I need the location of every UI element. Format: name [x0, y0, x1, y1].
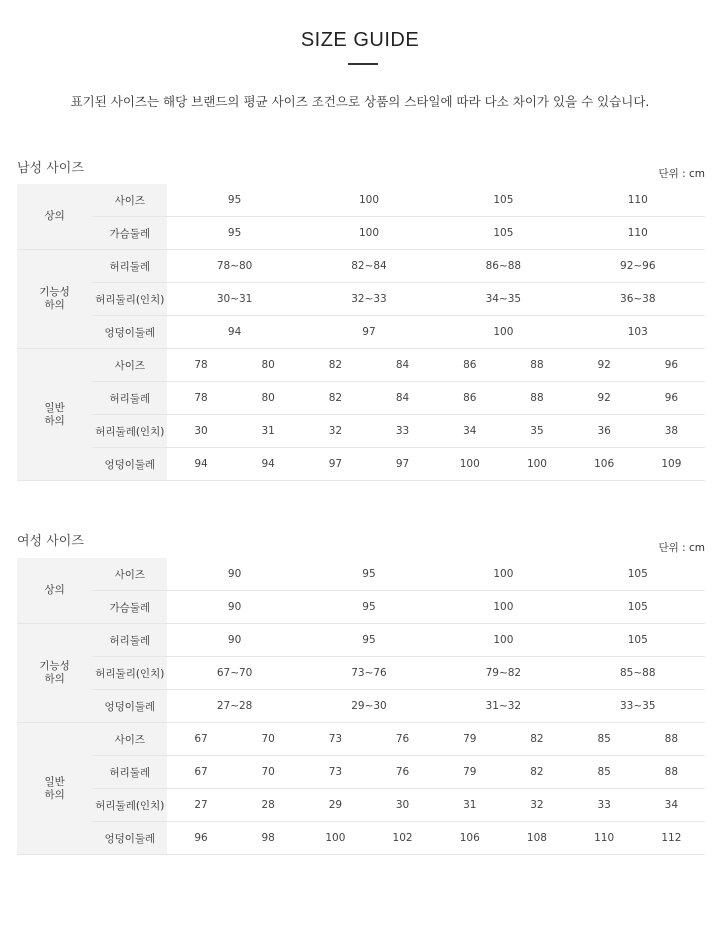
row-label: 사이즈: [92, 723, 167, 756]
table-row: [17, 624, 705, 657]
size-value-cell: 34~35: [436, 283, 570, 316]
size-value-cell: 33: [571, 789, 638, 822]
row-label: 엉덩이둘레: [92, 690, 167, 723]
size-value-cell: 82: [503, 756, 570, 789]
row-label: 허리둘레(인치): [92, 415, 167, 448]
table-row: [17, 415, 705, 448]
group-label-line: 하의: [44, 299, 65, 311]
size-value-cell: 29~30: [302, 690, 436, 723]
women-section-title: 여성 사이즈: [17, 534, 84, 549]
group-label-line: 일반: [44, 775, 65, 788]
row-label: 허리둘레: [92, 250, 167, 283]
group-label-line: 하의: [44, 673, 65, 685]
size-value-cell: 34: [638, 789, 705, 822]
row-label: 허리둘리(인치): [92, 283, 167, 316]
size-value-cell: 92: [571, 382, 638, 415]
size-value-cell: 97: [369, 448, 436, 481]
size-value-cell: 79~82: [436, 657, 570, 690]
size-value-cell: 90: [167, 591, 301, 624]
group-label-line: 기능성: [39, 660, 70, 672]
size-value-cell: 100: [436, 591, 570, 624]
size-value-cell: 82: [302, 349, 369, 382]
women-size-table: [17, 558, 705, 855]
size-value-cell: 110: [571, 184, 705, 217]
size-value-cell: 100: [302, 822, 369, 855]
size-value-cell: 95: [167, 217, 301, 250]
size-value-cell: 85: [571, 756, 638, 789]
table-row: [17, 558, 705, 591]
size-value-cell: 94: [167, 448, 234, 481]
size-value-cell: 88: [638, 756, 705, 789]
size-value-cell: 92: [571, 349, 638, 382]
size-value-cell: 78: [167, 382, 234, 415]
size-value-cell: 76: [369, 723, 436, 756]
size-value-cell: 67: [167, 723, 234, 756]
men-unit-label: 단위 : cm: [658, 168, 705, 180]
size-value-cell: 82: [503, 723, 570, 756]
size-value-cell: 29: [302, 789, 369, 822]
size-value-cell: 34: [436, 415, 503, 448]
size-value-cell: 100: [302, 184, 436, 217]
size-value-cell: 88: [503, 349, 570, 382]
size-value-cell: 112: [638, 822, 705, 855]
size-value-cell: 82~84: [302, 250, 436, 283]
row-label: 가슴둘레: [92, 591, 167, 624]
size-value-cell: 32: [302, 415, 369, 448]
size-value-cell: 79: [436, 756, 503, 789]
size-value-cell: 82: [302, 382, 369, 415]
page-title: SIZE GUIDE: [300, 29, 420, 51]
size-value-cell: 103: [571, 316, 705, 349]
size-value-cell: 94: [235, 448, 302, 481]
row-label: 허리둘레: [92, 756, 167, 789]
size-value-cell: 88: [503, 382, 570, 415]
group-label-line: 하의: [44, 414, 65, 427]
size-notice: 표기된 사이즈는 해당 브랜드의 평균 사이즈 조건으로 상품의 스타일에 따라 다소 차이가 있을 수 있습니다.: [70, 94, 650, 109]
size-value-cell: 84: [369, 382, 436, 415]
size-value-cell: 73~76: [302, 657, 436, 690]
row-label: 허리둘레: [92, 624, 167, 657]
size-value-cell: 86: [436, 349, 503, 382]
table-row: [17, 448, 705, 481]
size-value-cell: 106: [436, 822, 503, 855]
size-value-cell: 96: [638, 349, 705, 382]
table-row: [17, 184, 705, 217]
size-value-cell: 36: [571, 415, 638, 448]
size-value-cell: 95: [167, 184, 301, 217]
size-value-cell: 94: [167, 316, 301, 349]
size-value-cell: 28: [235, 789, 302, 822]
size-value-cell: 97: [302, 316, 436, 349]
row-label: 사이즈: [92, 184, 167, 217]
table-row: [17, 723, 705, 756]
size-value-cell: 85~88: [571, 657, 705, 690]
size-value-cell: 85: [571, 723, 638, 756]
size-value-cell: 30~31: [167, 283, 301, 316]
group-label-line: 기능성: [39, 286, 70, 298]
size-value-cell: 67~70: [167, 657, 301, 690]
size-value-cell: 100: [503, 448, 570, 481]
size-value-cell: 36~38: [571, 283, 705, 316]
table-row: [17, 822, 705, 855]
row-label: 허리둘레: [92, 382, 167, 415]
table-row: [17, 657, 705, 690]
row-label: 가슴둘레: [92, 217, 167, 250]
size-value-cell: 95: [302, 558, 436, 591]
table-row: [17, 316, 705, 349]
size-value-cell: 90: [167, 624, 301, 657]
group-label-top: 상의: [17, 184, 92, 250]
size-value-cell: 105: [436, 217, 570, 250]
size-value-cell: 102: [369, 822, 436, 855]
size-value-cell: 86~88: [436, 250, 570, 283]
size-value-cell: 109: [638, 448, 705, 481]
women-unit-label: 단위 : cm: [658, 542, 705, 554]
size-value-cell: 67: [167, 756, 234, 789]
size-value-cell: 106: [571, 448, 638, 481]
size-value-cell: 100: [436, 624, 570, 657]
row-label: 엉덩이둘레: [92, 822, 167, 855]
size-value-cell: 78: [167, 349, 234, 382]
title-underline: [348, 63, 378, 65]
size-value-cell: 110: [571, 822, 638, 855]
size-value-cell: 86: [436, 382, 503, 415]
row-label: 허리둘리(인치): [92, 657, 167, 690]
size-value-cell: 70: [235, 756, 302, 789]
size-value-cell: 105: [571, 591, 705, 624]
table-row: [17, 756, 705, 789]
size-value-cell: 88: [638, 723, 705, 756]
size-value-cell: 76: [369, 756, 436, 789]
size-value-cell: 70: [235, 723, 302, 756]
size-value-cell: 33~35: [571, 690, 705, 723]
size-value-cell: 31: [436, 789, 503, 822]
size-value-cell: 32: [503, 789, 570, 822]
size-value-cell: 30: [167, 415, 234, 448]
size-value-cell: 105: [571, 624, 705, 657]
size-value-cell: 80: [235, 382, 302, 415]
size-value-cell: 31~32: [436, 690, 570, 723]
size-value-cell: 97: [302, 448, 369, 481]
table-row: [17, 789, 705, 822]
size-value-cell: 95: [302, 591, 436, 624]
group-label-line: 일반: [44, 401, 65, 414]
size-value-cell: 33: [369, 415, 436, 448]
size-value-cell: 105: [436, 184, 570, 217]
size-value-cell: 100: [436, 558, 570, 591]
size-value-cell: 78~80: [167, 250, 301, 283]
size-value-cell: 79: [436, 723, 503, 756]
size-value-cell: 108: [503, 822, 570, 855]
size-value-cell: 100: [436, 316, 570, 349]
size-value-cell: 96: [638, 382, 705, 415]
size-value-cell: 84: [369, 349, 436, 382]
table-row: [17, 690, 705, 723]
group-label-functional-bottom: [17, 624, 92, 723]
size-value-cell: 100: [436, 448, 503, 481]
row-label: 사이즈: [92, 558, 167, 591]
group-label-line: 하의: [44, 788, 65, 801]
group-label-general-bottom: [17, 723, 92, 855]
table-row: [17, 382, 705, 415]
size-value-cell: 90: [167, 558, 301, 591]
size-value-cell: 100: [302, 217, 436, 250]
size-value-cell: 27: [167, 789, 234, 822]
size-value-cell: 98: [235, 822, 302, 855]
row-label: 엉덩이둘레: [92, 448, 167, 481]
men-section-title: 남성 사이즈: [17, 161, 84, 176]
group-label-top: 상의: [17, 558, 92, 624]
size-value-cell: 32~33: [302, 283, 436, 316]
size-value-cell: 95: [302, 624, 436, 657]
men-size-table: [17, 184, 705, 481]
table-row: [17, 283, 705, 316]
table-row: [17, 591, 705, 624]
size-value-cell: 73: [302, 723, 369, 756]
size-value-cell: 110: [571, 217, 705, 250]
group-label-functional-bottom: [17, 250, 92, 349]
size-value-cell: 73: [302, 756, 369, 789]
size-value-cell: 105: [571, 558, 705, 591]
size-value-cell: 96: [167, 822, 234, 855]
table-row: [17, 250, 705, 283]
size-value-cell: 27~28: [167, 690, 301, 723]
size-value-cell: 30: [369, 789, 436, 822]
row-label: 허리둘레(인치): [92, 789, 167, 822]
size-value-cell: 92~96: [571, 250, 705, 283]
row-label: 사이즈: [92, 349, 167, 382]
size-value-cell: 80: [235, 349, 302, 382]
row-label: 엉덩이둘레: [92, 316, 167, 349]
size-value-cell: 35: [503, 415, 570, 448]
table-row: [17, 349, 705, 382]
size-value-cell: 38: [638, 415, 705, 448]
size-value-cell: 31: [235, 415, 302, 448]
table-row: [17, 217, 705, 250]
group-label-general-bottom: [17, 349, 92, 481]
